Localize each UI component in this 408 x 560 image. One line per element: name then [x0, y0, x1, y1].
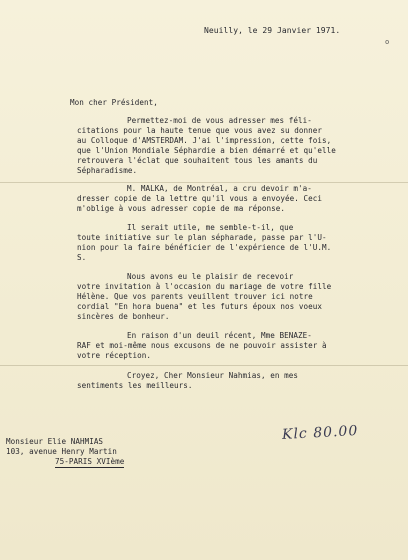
letter-date: Neuilly, le 29 Janvier 1971. [204, 26, 341, 35]
paragraph-line: En raison d'un deuil récent, Mme BENAZE- [127, 331, 312, 340]
paragraph-line: S. [77, 253, 87, 262]
paragraph-line: nion pour la faire bénéficier de l'expérience de l'U.M. [77, 243, 332, 252]
fold-line [0, 365, 408, 366]
paragraph-line: sentiments les meilleurs. [77, 381, 193, 390]
paragraph-line: au Colloque d'AMSTERDAM. J'ai l'impression, cette fois, [77, 136, 332, 145]
paragraph-line: votre réception. [77, 351, 151, 360]
fold-line [0, 182, 408, 183]
paragraph-line: toute initiative sur le plan sépharade, passe par l'U- [77, 233, 327, 242]
paragraph-line: retrouvera l'éclat que souhaitent tous les amants du [77, 156, 318, 165]
paragraph-line: sincères de bonheur. [77, 312, 170, 321]
paragraph-line: m'oblige à vous adresser copie de ma réponse. [77, 204, 285, 213]
paragraph-line: citations pour la haute tenue que vous avez su donner [77, 126, 322, 135]
paragraph-line: que l'Union Mondiale Séphardie a bien démarré et qu'elle [77, 146, 336, 155]
recipient-city: 75-PARIS XVIème [55, 457, 125, 466]
paragraph-line: Hélène. Que vos parents veuillent trouver ici notre [77, 292, 313, 301]
paragraph-line: Permettez-moi de vous adresser mes féli- [127, 116, 312, 125]
paragraph-line: Il serait utile, me semble-t-il, que [127, 223, 294, 232]
paragraph-line: dresser copie de la lettre qu'il vous a envoyée. Ceci [77, 194, 322, 203]
paragraph-line: votre invitation à l'occasion du mariage de votre fille [77, 282, 332, 291]
paragraph-line: Nous avons eu le plaisir de recevoir [127, 272, 294, 281]
handwritten-note: Klc 80.00 [281, 423, 359, 443]
paragraph-line: Croyez, Cher Monsieur Nahmias, en mes [127, 371, 299, 380]
paragraph-line: M. MALKA, de Montréal, a cru devoir m'a- [127, 184, 312, 193]
salutation: Mon cher Président, [70, 98, 158, 107]
paragraph-line: RAF et moi-même nous excusons de ne pouvoir assister à [77, 341, 327, 350]
paragraph-line: cordial "En hora buena" et les futurs époux nos voeux [77, 302, 322, 311]
recipient-street: 103, avenue Henry Martin [6, 447, 117, 456]
recipient-name: Monsieur Elie NAHMIAS [6, 437, 104, 446]
corner-mark: o [385, 38, 390, 46]
paragraph-line: Sépharadisme. [77, 166, 138, 175]
